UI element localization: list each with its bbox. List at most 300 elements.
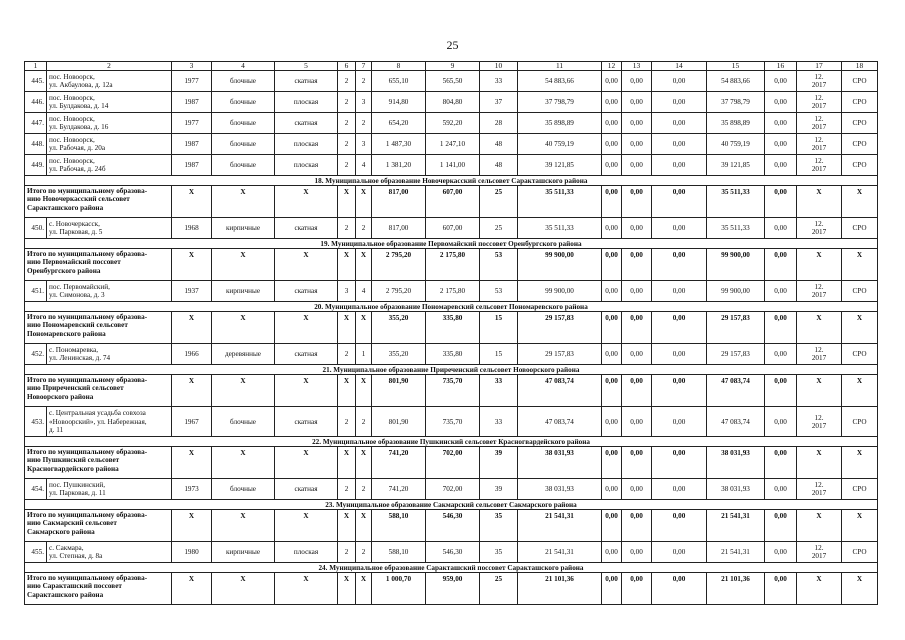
text-line: Итого по муниципальному образова- [27,376,148,385]
cell-c18: СРО [842,134,878,155]
cell-c6: 2 [338,542,356,563]
text-line: ул. Рабочая, д. 24б [49,165,106,174]
cell-c13: 0,00 [622,155,652,176]
cell-c13: 0,00 [622,542,652,563]
cell-c7: 3 [356,134,372,155]
text-line: пос. Первомайский, [49,283,110,291]
column-number-row [25,62,878,71]
text-line: ул. Парковая, д. 11 [49,489,106,498]
cell-c12: 0,00 [602,92,622,113]
cell-c15: 39 121,85 [707,155,765,176]
walls-cell: блочные [212,134,275,155]
cell-c8: 801,90 [372,375,426,407]
text-line: Итого по муниципальному образова- [27,448,148,457]
cell-x: X [842,186,878,218]
subtotal-label [25,510,172,542]
cell-c6: 2 [338,155,356,176]
roof-cell: скатная [275,218,338,239]
cell-c16: 0,00 [765,281,797,302]
cell-c11: 38 031,93 [518,447,602,479]
cell-c13: 0,00 [622,92,652,113]
cell-x: X [212,375,275,407]
cell-c15: 47 083,74 [707,375,765,407]
cell-c7: 2 [356,113,372,134]
year-cell: 1966 [172,344,212,365]
cell-x: X [212,312,275,344]
subtotal-row [25,312,878,344]
text-line: с. Центральная усадьба совхоза [49,409,146,418]
subtotal-row [25,573,878,605]
table-row [25,281,878,302]
cell-x: X [275,510,338,542]
text-line: Итого по муниципальному образова- [27,250,148,259]
subtotal-label [25,186,172,218]
cell-x: X [842,249,878,281]
cell-c16: 0,00 [765,218,797,239]
row-number: 445. [25,71,47,92]
text-line: ул. Булдакова, д. 16 [49,123,109,132]
cell-x: X [172,186,212,218]
cell-c11: 39 121,85 [518,155,602,176]
cell-c10: 28 [480,113,518,134]
cell-c13: 0,00 [622,479,652,500]
text-line: ул. Акбаулова, д. 12а [49,81,113,90]
text-line: ул. Рабочая, д. 20а [49,144,106,153]
cell-c13: 0,00 [622,249,652,281]
cell-c9: 335,80 [426,312,480,344]
text-line: 2017 [811,228,827,237]
walls-cell: блочные [212,155,275,176]
table-row [25,113,878,134]
cell-c15: 21 101,36 [707,573,765,605]
cell-c12: 0,00 [602,113,622,134]
cell-c8: 588,10 [372,542,426,563]
cell-c15: 21 541,31 [707,510,765,542]
deadline-cell [797,218,842,239]
section-heading: 21. Муниципальное образование Приреченский сельсовет Новоорского района [25,365,878,375]
row-number: 451. [25,281,47,302]
cell-c16: 0,00 [765,71,797,92]
text-line: 12. [814,544,824,552]
cell-x: X [356,510,372,542]
cell-x: X [338,510,356,542]
cell-c15: 35 511,33 [707,186,765,218]
cell-c10: 15 [480,344,518,365]
cell-c12: 0,00 [602,344,622,365]
cell-c15: 40 759,19 [707,134,765,155]
cell-c11: 21 101,36 [518,573,602,605]
cell-c6: 3 [338,281,356,302]
cell-c11: 47 083,74 [518,375,602,407]
cell-c13: 0,00 [622,218,652,239]
cell-x: X [275,573,338,605]
column-number-17: 17 [797,62,842,71]
text-line: пос. Новоорск, [49,157,95,165]
cell-c15: 47 083,74 [707,407,765,437]
column-number-18: 18 [842,62,878,71]
page-number: 25 [446,38,459,52]
deadline-cell [797,281,842,302]
address-cell [47,113,172,134]
cell-c11: 35 511,33 [518,218,602,239]
cell-c9: 592,20 [426,113,480,134]
cell-c14: 0,00 [652,155,707,176]
cell-c16: 0,00 [765,344,797,365]
cell-c7: 2 [356,407,372,437]
deadline-cell [797,92,842,113]
address-cell [47,71,172,92]
roof-cell: скатная [275,281,338,302]
column-number-12: 12 [602,62,622,71]
column-number-14: 14 [652,62,707,71]
cell-c9: 335,80 [426,344,480,365]
walls-cell: кирпичные [212,542,275,563]
table-row [25,134,878,155]
table-row [25,407,878,437]
year-cell: 1987 [172,92,212,113]
column-number-10: 10 [480,62,518,71]
text-line: Итого по муниципальному образова- [27,187,148,196]
text-line: ул. Ленинская, д. 74 [49,354,111,363]
cell-x: X [356,186,372,218]
cell-c11: 40 759,19 [518,134,602,155]
text-line: 2017 [811,552,827,561]
cell-c13: 0,00 [622,573,652,605]
text-line: Саракташского района [27,203,104,212]
address-cell [47,281,172,302]
cell-x: X [275,186,338,218]
text-line: Итого по муниципальному образова- [27,511,148,520]
cell-c18: СРО [842,542,878,563]
text-line: пос. Новоорск, [49,115,95,123]
cell-c9: 607,00 [426,218,480,239]
text-line: 12. [814,73,824,81]
cell-c8: 817,00 [372,186,426,218]
cell-c6: 2 [338,218,356,239]
deadline-cell [797,542,842,563]
cell-c8: 2 795,20 [372,281,426,302]
cell-c16: 0,00 [765,479,797,500]
row-number: 453. [25,407,47,437]
walls-cell: блочные [212,71,275,92]
row-number: 455. [25,542,47,563]
cell-c7: 3 [356,92,372,113]
cell-c12: 0,00 [602,186,622,218]
cell-c10: 25 [480,186,518,218]
text-line: пос. Пушкинский, [49,481,106,489]
section-heading-row [25,239,878,249]
cell-c13: 0,00 [622,510,652,542]
cell-x: X [842,573,878,605]
column-number-3: 3 [172,62,212,71]
cell-c14: 0,00 [652,375,707,407]
text-line: нию Сакмарский сельсовет [27,519,117,528]
cell-c12: 0,00 [602,155,622,176]
cell-c9: 702,00 [426,479,480,500]
table-body [25,62,878,605]
cell-x: X [212,186,275,218]
address-cell [47,218,172,239]
cell-c14: 0,00 [652,344,707,365]
walls-cell: деревянные [212,344,275,365]
cell-x: X [275,447,338,479]
roof-cell: плоская [275,92,338,113]
cell-x: X [356,249,372,281]
cell-c11: 21 541,31 [518,510,602,542]
table-row [25,479,878,500]
cell-c8: 355,20 [372,312,426,344]
cell-c8: 1 487,30 [372,134,426,155]
year-cell: 1967 [172,407,212,437]
text-line: с. Новочеркасск, [49,220,100,228]
cell-x: X [172,375,212,407]
row-number: 452. [25,344,47,365]
cell-c8: 1 381,20 [372,155,426,176]
cell-c11: 37 798,79 [518,92,602,113]
cell-c10: 35 [480,510,518,542]
cell-c14: 0,00 [652,134,707,155]
cell-c18: СРО [842,218,878,239]
deadline-cell [797,407,842,437]
column-number-11: 11 [518,62,602,71]
cell-c18: СРО [842,344,878,365]
cell-x: X [172,510,212,542]
cell-c18: СРО [842,92,878,113]
cell-c9: 1 141,00 [426,155,480,176]
cell-x: X [842,510,878,542]
roof-cell: плоская [275,155,338,176]
cell-c15: 38 031,93 [707,479,765,500]
section-heading: 23. Муниципальное образование Сакмарский сельсовет Сакмарского района [25,500,878,510]
cell-c16: 0,00 [765,312,797,344]
cell-c13: 0,00 [622,447,652,479]
cell-x: X [338,573,356,605]
cell-c9: 546,30 [426,542,480,563]
text-line: 12. [814,136,824,144]
text-line: 2017 [811,165,827,174]
text-line: 12. [814,346,824,354]
text-line: Оренбургского района [27,266,101,275]
text-line: нию Новочеркасский сельсовет [27,195,130,204]
text-line: нию Приреченский сельсовет [27,384,124,393]
cell-x: X [338,447,356,479]
section-heading: 19. Муниципальное образование Первомайский поссовет Оренбургского района [25,239,878,249]
section-heading: 18. Муниципальное образование Новочеркасский сельсовет Саракташского района [25,176,878,186]
cell-c16: 0,00 [765,407,797,437]
cell-c13: 0,00 [622,375,652,407]
text-line: пос. Новоорск, [49,73,95,81]
column-number-16: 16 [765,62,797,71]
roof-cell: плоская [275,542,338,563]
section-heading: 20. Муниципальное образование Пономаревский сельсовет Пономаревского района [25,302,878,312]
cell-c7: 4 [356,155,372,176]
subtotal-label [25,573,172,605]
cell-c7: 2 [356,479,372,500]
cell-c6: 2 [338,479,356,500]
cell-c6: 2 [338,344,356,365]
cell-c16: 0,00 [765,155,797,176]
cell-x: X [356,375,372,407]
walls-cell: блочные [212,92,275,113]
cell-c15: 29 157,83 [707,344,765,365]
cell-c13: 0,00 [622,134,652,155]
year-cell: 1977 [172,113,212,134]
text-line: 2017 [811,291,827,300]
deadline-cell [797,344,842,365]
section-heading-row [25,437,878,447]
cell-c12: 0,00 [602,134,622,155]
cell-x: X [172,249,212,281]
cell-c15: 99 900,00 [707,281,765,302]
column-number-4: 4 [212,62,275,71]
text-line: с. Пономаревка, [49,346,99,354]
cell-c14: 0,00 [652,312,707,344]
cell-x: X [275,249,338,281]
cell-c16: 0,00 [765,92,797,113]
text-line: 2017 [811,144,827,153]
cell-c8: 801,90 [372,407,426,437]
cell-c18: СРО [842,71,878,92]
subtotal-row [25,375,878,407]
section-heading-row [25,302,878,312]
cell-c15: 54 883,66 [707,71,765,92]
cell-c9: 959,00 [426,573,480,605]
text-line: нию Первомайский поссовет [27,258,121,267]
cell-c18: СРО [842,407,878,437]
table-row [25,218,878,239]
subtotal-row [25,186,878,218]
cell-c13: 0,00 [622,113,652,134]
roof-cell: плоская [275,134,338,155]
subtotal-row [25,249,878,281]
deadline-cell [797,134,842,155]
cell-x: X [797,186,842,218]
subtotal-label [25,312,172,344]
address-cell [47,407,172,437]
cell-c11: 38 031,93 [518,479,602,500]
text-line: ул. Степная, д. 8а [49,552,103,561]
cell-c8: 588,10 [372,510,426,542]
text-line: 12. [814,413,824,422]
row-number: 454. [25,479,47,500]
cell-c9: 2 175,80 [426,281,480,302]
cell-x: X [842,375,878,407]
cell-x: X [212,447,275,479]
cell-c10: 53 [480,249,518,281]
cell-c9: 702,00 [426,447,480,479]
cell-c11: 54 883,66 [518,71,602,92]
cell-x: X [797,573,842,605]
cell-c15: 35 511,33 [707,218,765,239]
cell-c6: 2 [338,113,356,134]
cell-c11: 99 900,00 [518,249,602,281]
cell-x: X [842,447,878,479]
text-line: Итого по муниципальному образова- [27,313,148,322]
text-line: 12. [814,481,824,489]
cell-c18: СРО [842,281,878,302]
cell-c8: 2 795,20 [372,249,426,281]
column-number-9: 9 [426,62,480,71]
cell-c11: 35 898,89 [518,113,602,134]
cell-c8: 1 000,70 [372,573,426,605]
cell-c8: 817,00 [372,218,426,239]
cell-c16: 0,00 [765,447,797,479]
cell-x: X [356,312,372,344]
text-line: 12. [814,283,824,291]
cell-c10: 39 [480,479,518,500]
cell-c6: 2 [338,71,356,92]
text-line: 2017 [811,81,827,90]
cell-c14: 0,00 [652,510,707,542]
deadline-cell [797,479,842,500]
text-line: нию Саракташский поссовет [27,582,122,591]
text-line: 2017 [811,354,827,363]
cell-x: X [797,447,842,479]
cell-c12: 0,00 [602,281,622,302]
text-line: 12. [814,157,824,165]
cell-c14: 0,00 [652,186,707,218]
cell-c12: 0,00 [602,375,622,407]
cell-c9: 735,70 [426,407,480,437]
cell-c12: 0,00 [602,407,622,437]
section-heading: 24. Муниципальное образование Саракташский поссовет Саракташского района [25,563,878,573]
cell-c14: 0,00 [652,281,707,302]
cell-c16: 0,00 [765,186,797,218]
table-row [25,542,878,563]
cell-c9: 546,30 [426,510,480,542]
text-line: пос. Новоорск, [49,94,95,102]
text-line: ул. Симонова, д. 3 [49,291,105,300]
cell-x: X [338,312,356,344]
cell-c13: 0,00 [622,186,652,218]
deadline-cell [797,113,842,134]
cell-c14: 0,00 [652,447,707,479]
cell-c7: 2 [356,542,372,563]
cell-c10: 25 [480,573,518,605]
cell-c13: 0,00 [622,281,652,302]
cell-x: X [356,447,372,479]
year-cell: 1980 [172,542,212,563]
cell-c14: 0,00 [652,542,707,563]
cell-c8: 741,20 [372,447,426,479]
table-row [25,344,878,365]
subtotal-label [25,375,172,407]
cell-c7: 2 [356,71,372,92]
roof-cell: скатная [275,71,338,92]
cell-c12: 0,00 [602,312,622,344]
year-cell: 1987 [172,155,212,176]
cell-x: X [275,312,338,344]
row-number: 449. [25,155,47,176]
cell-c18: СРО [842,113,878,134]
column-number-2: 2 [47,62,172,71]
text-line: Пономаревского района [27,329,106,338]
text-line: с. Сакмара, [49,544,84,552]
address-cell [47,479,172,500]
column-number-13: 13 [622,62,652,71]
cell-c15: 29 157,83 [707,312,765,344]
cell-c14: 0,00 [652,113,707,134]
cell-x: X [842,312,878,344]
cell-c12: 0,00 [602,510,622,542]
cell-c10: 48 [480,155,518,176]
cell-x: X [338,186,356,218]
deadline-cell [797,155,842,176]
walls-cell: блочные [212,407,275,437]
table-row [25,155,878,176]
cell-c14: 0,00 [652,71,707,92]
cell-c9: 607,00 [426,186,480,218]
